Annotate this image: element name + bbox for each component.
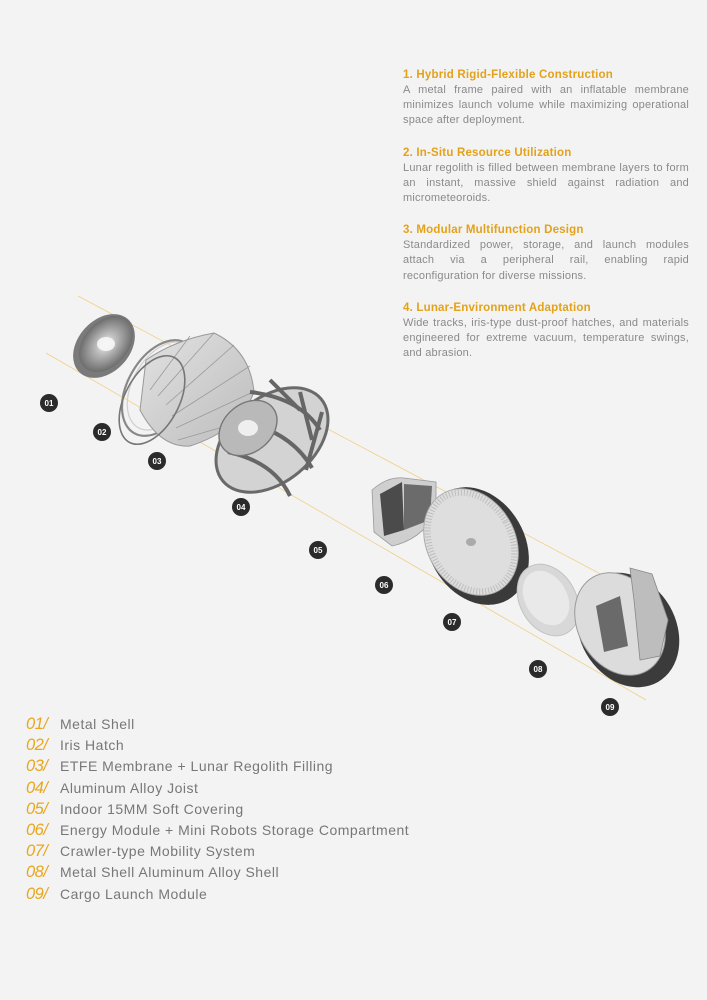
feature-1 [403, 68, 689, 129]
legend-label: ETFE Membrane + Lunar Regolith Filling [60, 758, 334, 775]
legend-item [26, 756, 526, 777]
marker-label: 09 [605, 703, 615, 712]
components-legend [26, 714, 526, 905]
legend-label: Energy Module + Mini Robots Storage Compartment [60, 821, 410, 838]
legend-label: Indoor 15MM Soft Covering [60, 800, 244, 817]
legend-number: 01/ [26, 715, 48, 733]
marker-label: 03 [152, 457, 162, 466]
part-marker-01 [40, 394, 58, 412]
marker-label: 05 [313, 546, 323, 555]
feature-title: 2. In-Situ Resource Utilization [403, 146, 572, 159]
part-marker-08 [529, 660, 547, 678]
part-markers [40, 394, 619, 716]
part-marker-07 [443, 613, 461, 631]
legend-label: Metal Shell Aluminum Alloy Shell [60, 864, 280, 881]
part-marker-05 [309, 541, 327, 559]
part-marker-02 [93, 423, 111, 441]
feature-3 [403, 223, 689, 284]
marker-label: 06 [379, 581, 389, 590]
legend-label: Crawler-type Mobility System [60, 843, 256, 860]
legend-item [26, 799, 526, 820]
legend-item [26, 841, 526, 862]
feature-4 [403, 301, 689, 362]
legend-label: Cargo Launch Module [60, 885, 208, 902]
marker-label: 07 [447, 618, 457, 627]
part-marker-09 [601, 698, 619, 716]
feature-body: Wide tracks, iris-type dust-proof hatches, and materials engineered for extreme vacuum, temperature swings, and abrasion. [403, 316, 689, 360]
legend-item [26, 820, 526, 841]
feature-body: Lunar regolith is filled between membrane layers to form an instant, massive shield against radiation and micrometeoroids. [403, 161, 689, 205]
legend-number: 08/ [26, 863, 48, 882]
part-marker-04 [232, 498, 250, 516]
marker-label: 01 [44, 399, 54, 408]
legend-number: 06/ [26, 820, 48, 839]
legend-label: Aluminum Alloy Joist [60, 779, 199, 796]
legend-item [26, 778, 526, 799]
legend-number: 09/ [26, 884, 48, 903]
feature-title: 3. Modular Multifunction Design [403, 224, 584, 237]
legend-number: 03/ [26, 757, 48, 776]
legend-item [26, 884, 526, 905]
feature-2 [403, 146, 689, 207]
feature-body: A metal frame paired with an inflatable membrane minimizes launch volume while maximizing operational space after deployment. [403, 84, 689, 127]
marker-label: 08 [533, 665, 543, 674]
legend-item [26, 714, 526, 735]
marker-label: 04 [236, 503, 246, 512]
feature-body: Standardized power, storage, and launch modules attach via a peripheral rail, enabling rapid reconfiguration for diverse missions. [403, 239, 689, 282]
part-marker-03 [148, 452, 166, 470]
feature-title: 4. Lunar-Environment Adaptation [403, 301, 591, 314]
features-panel [403, 68, 689, 378]
legend-number: 07/ [26, 842, 48, 861]
feature-title: 1. Hybrid Rigid-Flexible Construction [403, 69, 613, 81]
legend-number: 05/ [26, 799, 48, 818]
part-marker-06 [375, 576, 393, 594]
cargo-launch-part [556, 554, 699, 706]
legend-number: 02/ [26, 736, 48, 755]
legend-number: 04/ [26, 778, 48, 797]
marker-label: 02 [97, 428, 107, 437]
legend-item [26, 862, 526, 883]
legend-label: Metal Shell [60, 716, 135, 732]
legend-item [26, 735, 526, 756]
legend-label: Iris Hatch [60, 737, 125, 754]
lower-guide-line [46, 353, 646, 700]
